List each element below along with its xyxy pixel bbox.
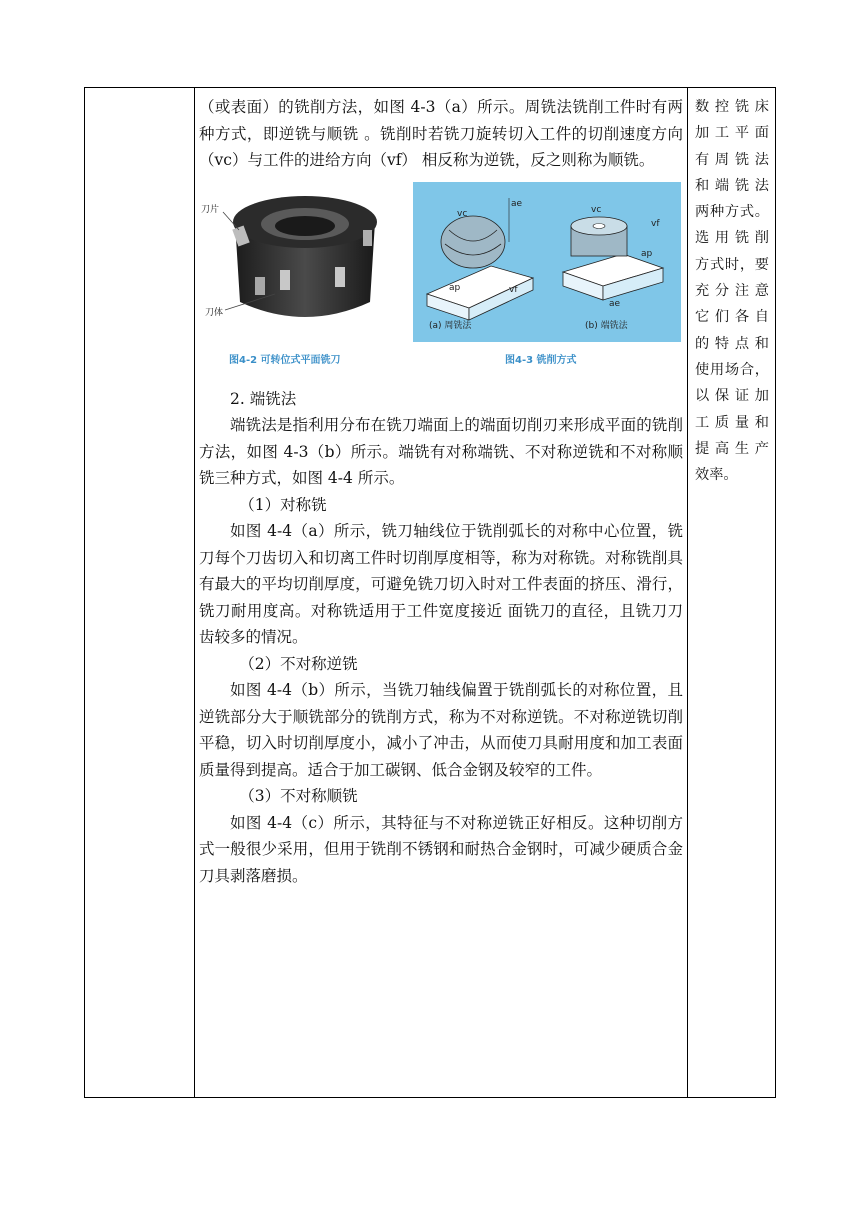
paragraph: 端铣法是指利用分布在铣刀端面上的端面切削刃来形成平面的铣削方法，如图 4-3（b）所示。端铣有对称端铣、不对称逆铣和不对称顺铣三种方式，如图 4-4 所示。	[199, 416, 683, 487]
side-note-line: 有周铣法	[695, 151, 769, 168]
subsection-heading: （1）对称铣	[239, 495, 327, 514]
symbol-vf: vf	[651, 218, 660, 229]
label-blade: 刀片	[201, 204, 220, 215]
side-note-line: 以保证加	[695, 388, 769, 405]
symbol-vc: vc	[457, 208, 468, 219]
milling-methods-diagram	[413, 182, 681, 342]
milling-methods-figure	[413, 182, 681, 366]
figure-caption: 图4-3 铣削方式	[505, 354, 577, 366]
lesson-table	[84, 87, 776, 1098]
side-note-line: 使用场合，	[695, 361, 769, 378]
main-content	[199, 94, 683, 889]
subcaption-a: (a) 周铣法	[429, 320, 472, 331]
side-note-line: 和端铣法	[695, 177, 769, 194]
side-note-line: 工质量和	[695, 414, 769, 431]
subcaption-b: (b) 端铣法	[585, 320, 628, 331]
side-note-line: 它们各自	[695, 309, 769, 326]
symbol-vf: vf	[509, 284, 518, 295]
symbol-vc: vc	[591, 204, 602, 215]
paragraph: 如图 4-4（c）所示，其特征与不对称逆铣正好相反。这种切削方式一般很少采用，但用于铣削不锈钢和耐热合金钢时，可减少硬质合金刀具剥落磨损。	[199, 813, 683, 885]
paragraph: 如图 4-4（b）所示，当铣刀轴线偏置于铣削弧长的对称位置，且逆铣部分大于顺铣部分的铣削方式，称为不对称逆铣。不对称逆铣切削平稳，切入时切削厚度小，减小了冲击，从而使刀具耐用度和加工表面质量得到提高。适合于加工碳钢、低合金钢及较窄的工件。	[199, 681, 683, 779]
symbol-ae: ae	[609, 298, 621, 309]
side-note-line: 选用铣削	[695, 230, 769, 247]
side-note-line: 效率。	[695, 467, 738, 484]
paragraph: 如图 4-4（a）所示，铣刀轴线位于铣削弧长的对称中心位置，铣刀每个刀齿切入和切离工件时切削厚度相等，称为对称铣。对称铣削具有最大的平均切削厚度，可避免铣刀切入时对工件表面的挤压、滑行，铣刀耐用度高。对称铣适用于工件宽度接近 面铣刀的直径，且铣刀刀齿较多的情况。	[199, 522, 683, 646]
figure-row	[195, 182, 683, 378]
side-note-line: 加工平面	[695, 125, 769, 142]
section-heading: 2. 端铣法	[230, 389, 297, 408]
side-note-line: 数控铣床	[695, 99, 769, 115]
column-divider	[687, 88, 688, 1097]
label-body: 刀体	[205, 307, 224, 318]
side-note-line: 两种方式。	[695, 204, 769, 221]
side-note-line: 的特点和	[695, 335, 769, 352]
symbol-ap: ap	[449, 282, 461, 293]
figure-caption: 图4-2 可转位式平面铣刀	[229, 354, 341, 366]
side-note-line: 方式时，要	[695, 256, 769, 273]
milling-cutter-image	[195, 182, 405, 342]
symbol-ap: ap	[641, 248, 653, 259]
side-note-line: 提高生产	[695, 440, 769, 457]
milling-cutter-figure	[195, 182, 405, 366]
symbol-ae: ae	[511, 198, 523, 209]
subsection-heading: （2）不对称逆铣	[239, 654, 358, 673]
side-note	[695, 94, 769, 488]
paragraph: （或表面）的铣削方法，如图 4-3（a）所示。周铣法铣削工件时有两种方式，即逆铣与顺铣 。铣削时若铣刀旋转切入工件的切削速度方向（vc）与工件的进给方向（vf） 相反称为逆铣，反之则称为顺铣。	[199, 98, 683, 169]
side-note-line: 充分注意	[695, 283, 769, 300]
subsection-heading: （3）不对称顺铣	[239, 787, 358, 805]
